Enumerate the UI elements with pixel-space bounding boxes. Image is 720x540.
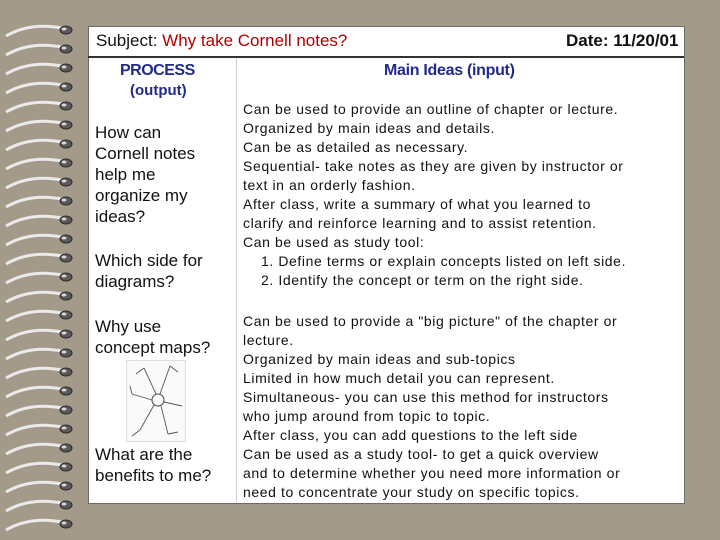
column-divider: [236, 58, 237, 502]
spiral-highlight: [62, 275, 67, 278]
spiral-hole: [60, 406, 72, 414]
left-column-subtitle: (output): [130, 82, 187, 99]
spiral-highlight: [62, 161, 67, 164]
spiral-highlight: [62, 370, 67, 373]
spiral-ring: [6, 501, 62, 511]
subject-label: Subject:: [96, 31, 158, 50]
spiral-hole: [60, 311, 72, 319]
right-column-title: Main Ideas (input): [384, 62, 515, 79]
question-benefits: What are the benefits to me?: [95, 445, 212, 485]
spiral-ring: [6, 482, 62, 492]
spiral-ring: [6, 444, 62, 454]
notes-cornell: Can be used to provide an outline of chapter or lecture. Organized by main ideas and details. Can be as detailed as necessary. Sequential- take notes as they are given by instructor or text in an orderly fashion. After class, write a summary of what you learned to clarify and reinforce learning and to assist retention. Can be used as study tool: 1. Define terms or explain concepts listed on left side. 2. Identify the concept or term on the right side.: [243, 101, 627, 288]
spiral-hole: [60, 349, 72, 357]
spiral-highlight: [62, 389, 67, 392]
spiral-highlight: [62, 142, 67, 145]
spiral-hole: [60, 482, 72, 490]
spiral-hole: [60, 235, 72, 243]
spiral-highlight: [62, 28, 67, 31]
spiral-hole: [60, 121, 72, 129]
spiral-highlight: [62, 503, 67, 506]
spiral-highlight: [62, 332, 67, 335]
spiral-hole: [60, 463, 72, 471]
spiral-highlight: [62, 199, 67, 202]
subject-line: [96, 31, 347, 51]
spiral-ring: [6, 387, 62, 397]
spiral-hole: [60, 273, 72, 281]
spiral-ring: [6, 520, 62, 530]
spiral-hole: [60, 292, 72, 300]
spiral-highlight: [62, 522, 67, 525]
spiral-ring: [6, 425, 62, 435]
spiral-highlight: [62, 104, 67, 107]
spiral-highlight: [62, 237, 67, 240]
spiral-highlight: [62, 47, 67, 50]
spiral-hole: [60, 178, 72, 186]
spiral-hole: [60, 197, 72, 205]
spiral-hole: [60, 368, 72, 376]
spiral-ring: [6, 254, 62, 264]
spiral-ring: [6, 273, 62, 283]
spiral-highlight: [62, 66, 67, 69]
spiral-hole: [60, 444, 72, 452]
spiral-ring: [6, 216, 62, 226]
spiral-ring: [6, 45, 62, 55]
spiral-ring: [6, 102, 62, 112]
date-label: Date: 11/20/01: [566, 31, 679, 50]
spiral-highlight: [62, 351, 67, 354]
spiral-hole: [60, 45, 72, 53]
spiral-highlight: [62, 123, 67, 126]
spiral-hole: [60, 330, 72, 338]
left-column-title: PROCESS: [120, 62, 195, 79]
spiral-ring: [6, 64, 62, 74]
header-rule: [88, 56, 684, 58]
spiral-ring: [6, 349, 62, 359]
spiral-highlight: [62, 408, 67, 411]
spiral-highlight: [62, 294, 67, 297]
spiral-ring: [6, 83, 62, 93]
concept-map-sketch: [126, 360, 186, 442]
spiral-ring: [6, 406, 62, 416]
spiral-ring: [6, 140, 62, 150]
notes-concept-maps: Can be used to provide a "big picture" of the chapter or lecture. Organized by main ideas and sub-topics Limited in how much detail you can represent. Simultaneous- you can use this method for instructors who jump around from topic to topic. After class, you can add questions to the left side Can be used as a study tool- to get a quick overview and to determine whether you need more information or need to concentrate your study on specific topics.: [243, 313, 621, 500]
spiral-hole: [60, 501, 72, 509]
spiral-highlight: [62, 85, 67, 88]
spiral-hole: [60, 140, 72, 148]
spiral-highlight: [62, 218, 67, 221]
spiral-ring: [6, 368, 62, 378]
spiral-highlight: [62, 427, 67, 430]
spiral-ring: [6, 121, 62, 131]
spiral-ring: [6, 197, 62, 207]
spiral-ring: [6, 463, 62, 473]
spiral-hole: [60, 83, 72, 91]
spiral-ring: [6, 292, 62, 302]
spiral-hole: [60, 520, 72, 528]
spiral-hole: [60, 387, 72, 395]
spiral-ring: [6, 311, 62, 321]
spiral-highlight: [62, 446, 67, 449]
question-concept-maps: Why use concept maps?: [95, 317, 211, 357]
spiral-hole: [60, 425, 72, 433]
spiral-highlight: [62, 313, 67, 316]
spiral-hole: [60, 102, 72, 110]
spiral-highlight: [62, 484, 67, 487]
spiral-hole: [60, 159, 72, 167]
spiral-ring: [6, 235, 62, 245]
spiral-highlight: [62, 180, 67, 183]
spiral-ring: [6, 26, 62, 36]
spiral-ring: [6, 159, 62, 169]
spiral-hole: [60, 64, 72, 72]
spiral-hole: [60, 26, 72, 34]
spiral-hole: [60, 254, 72, 262]
subject-value: Why take Cornell notes?: [162, 31, 348, 50]
spiral-binding: [0, 0, 88, 540]
spiral-highlight: [62, 256, 67, 259]
spiral-ring: [6, 330, 62, 340]
spiral-hole: [60, 216, 72, 224]
spiral-highlight: [62, 465, 67, 468]
spiral-ring: [6, 178, 62, 188]
question-cornell: How can Cornell notes help me organize my ideas?: [95, 123, 196, 226]
question-diagrams: Which side for diagrams?: [95, 251, 203, 291]
